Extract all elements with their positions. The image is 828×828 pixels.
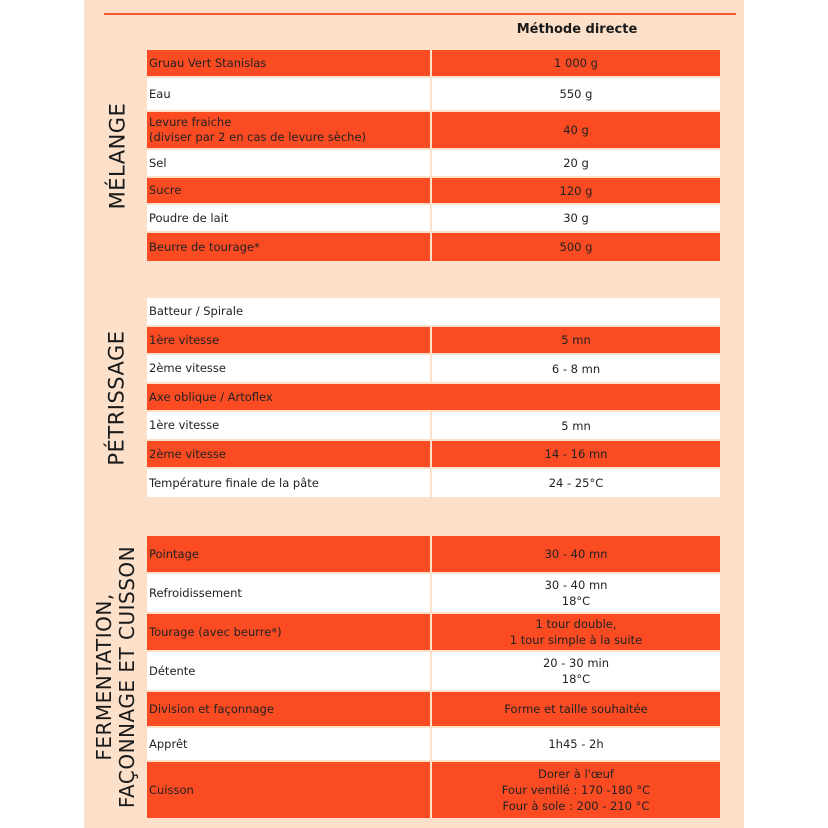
row-label: Poudre de lait: [147, 205, 432, 231]
row-value: 1 000 g: [554, 56, 598, 70]
row-value: 20 g: [563, 156, 589, 170]
table-row: [147, 441, 720, 469]
section-label-petrissage: [96, 298, 138, 498]
row-label: Sel: [147, 150, 432, 176]
row-label: Division et façonnage: [147, 692, 432, 726]
table-row: [147, 469, 720, 497]
table-fermentation: [147, 536, 720, 818]
row-label: Levure fraiche (diviser par 2 en cas de levure sèche): [147, 112, 432, 148]
section-title: PÉTRISSAGE: [105, 330, 130, 466]
row-label: Batteur / Spirale: [149, 304, 244, 318]
table-melange: [147, 50, 720, 261]
row-label: Sucre: [147, 178, 432, 203]
table-row: [147, 327, 720, 355]
row-label: Apprêt: [147, 728, 432, 760]
row-label: Refroidissement: [147, 574, 432, 612]
row-label: 2ème vitesse: [147, 441, 432, 467]
table-petrissage: [147, 298, 720, 497]
table-row: [147, 536, 720, 574]
table-row: [147, 652, 720, 692]
row-value: 40 g: [563, 123, 589, 137]
row-value: 30 g: [563, 211, 589, 225]
table-row: [147, 298, 720, 327]
row-label: 1ère vitesse: [147, 327, 432, 353]
row-value: 120 g: [559, 183, 593, 198]
section-title-line2: FAÇONNAGE ET CUISSON: [115, 545, 140, 809]
table-row: [147, 50, 720, 78]
row-value: Dorer à l'œuf Four ventilé : 170 -180 °C Four à sole : 200 - 210 °C: [501, 767, 651, 813]
row-value: 550 g: [559, 87, 593, 101]
table-row: [147, 692, 720, 728]
table-row: [147, 412, 720, 441]
row-value: 5 mn: [561, 333, 591, 347]
row-label: 2ème vitesse: [147, 355, 432, 382]
row-value: 1 tour double, 1 tour simple à la suite: [509, 617, 643, 647]
row-value: 20 - 30 min 18°C: [542, 656, 610, 686]
row-value: 14 - 16 mn: [544, 447, 608, 461]
row-value: Forme et taille souhaitée: [504, 702, 648, 716]
top-rule: [104, 13, 736, 15]
table-row: [147, 574, 720, 614]
row-value: 500 g: [559, 240, 593, 254]
section-title-line1: FERMENTATION,: [92, 593, 117, 761]
row-label: Beurre de tourage*: [147, 233, 432, 261]
table-row: [147, 178, 720, 205]
table-row: [147, 355, 720, 384]
row-value: 5 mn: [561, 418, 591, 433]
row-value: 1h45 - 2h: [548, 737, 604, 751]
row-label: Eau: [147, 78, 432, 110]
row-label: Axe oblique / Artoflex: [149, 389, 273, 404]
section-label-melange: [96, 50, 138, 262]
table-row: [147, 112, 720, 150]
table-row: [147, 150, 720, 178]
table-row: [147, 614, 720, 652]
table-row: [147, 384, 720, 412]
row-label: Cuisson: [147, 762, 432, 818]
row-label: Gruau Vert Stanislas: [147, 50, 432, 76]
row-label: Température finale de la pâte: [147, 469, 432, 497]
table-row: [147, 205, 720, 233]
section-label-fermentation: [90, 536, 142, 818]
row-value: 24 - 25°C: [548, 476, 604, 490]
table-row: [147, 762, 720, 818]
section-title: MÉLANGE: [105, 102, 129, 210]
row-value: 30 - 40 mn: [544, 547, 608, 561]
row-label: Détente: [147, 652, 432, 690]
column-header-method: Méthode directe: [516, 22, 638, 37]
table-row: [147, 728, 720, 762]
table-row: [147, 233, 720, 261]
row-label: 1ère vitesse: [147, 412, 432, 439]
row-value: 6 - 8 mn: [551, 361, 601, 376]
row-value: 30 - 40 mn 18°C: [544, 578, 608, 608]
row-label: Tourage (avec beurre*): [147, 614, 432, 650]
table-row: [147, 78, 720, 112]
row-label: Pointage: [147, 536, 432, 572]
